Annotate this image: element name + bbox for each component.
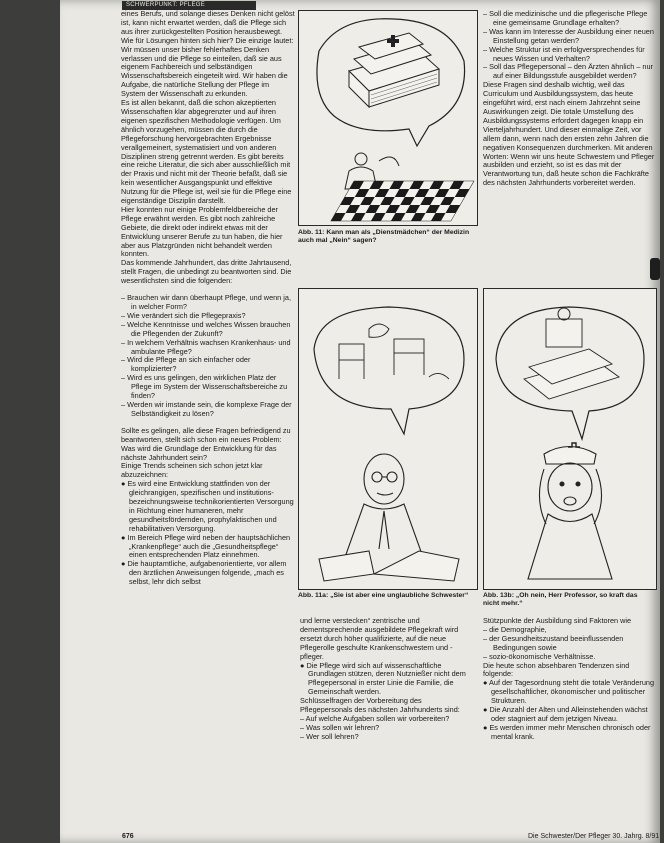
- bullet-item: ● Im Bereich Pflege wird neben der hauptsächlichen „Krankenpflege“ auch die „Gesundheitspflege“ einen entsprechenden Platz einnehmen.: [121, 532, 291, 560]
- paragraph: Das kommende Jahrhundert, das dritte Jahrtausend, stellt Fragen, die unbedingt zu beantworten sind. Die wesentlichsten sind die folgenden:: [121, 258, 292, 286]
- question-item: – Wird die Pflege an sich einfacher oder komplizierter?: [121, 355, 251, 374]
- paragraph: Stützpunkte der Ausbildung sind Faktoren wie: [483, 616, 632, 625]
- paragraph: Die heute schon absehbaren Tendenzen sind folgende:: [483, 660, 630, 679]
- list-item: – der Gesundheitszustand beeinflussenden Bedingungen sowie: [483, 633, 624, 652]
- paragraph: eines Berufs, und solange dieses Denken nicht gelöst ist, kann nicht erwartet werden, daß die Pflege sich aus ihrer zurückgestellten Position herausbewegt.: [121, 9, 295, 36]
- bullet-item: ● Die hauptamtliche, aufgabenorientierte, vor allem den ärztlichen Anweisungen folgende, „mach es selbst, lehr dich selbst: [121, 559, 287, 587]
- figure-cartoon-professor: [298, 288, 478, 590]
- page-tab-marker: [650, 258, 660, 280]
- paragraph: Hier konnten nur einige Problemfeldbereiche der Pflege erwähnt werden. Es gibt noch zahlreiche Gebiete, die direkt oder indirekt etwas mit der Entwicklung unserer Berufe zu tun haben, die hier aber aus Platzgründen nicht behandelt werden konnten.: [121, 204, 283, 259]
- bullet-item: ● Es wird eine Entwicklung stattfinden von der gleichrangigen, spezifischen und institutions-bezeichnungsweise technikorientierten Versorgung in Richtung einer humaneren, mehr gesundheitsfördernden, prophylaktischen und rehabilitativen Versorgung.: [121, 479, 294, 533]
- figure-caption: Abb. 11: Kann man als „Dienstmädchen“ der Medizin auch mal „Nein“ sagen?: [298, 229, 470, 244]
- question-item: – Auf welche Aufgaben sollen wir vorbereiten?: [300, 713, 450, 723]
- cartoon-nurse-illustration: [484, 289, 656, 589]
- journal-footer: Die Schwester/Der Pfleger 30. Jahrg. 8/91: [528, 833, 660, 840]
- question-item: – Was sollen wir lehren?: [300, 722, 380, 732]
- bullet-item: ● Auf der Tagesordnung steht die totale Veränderung gesellschaftlicher, ökonomischer und politischer Strukturen.: [483, 678, 655, 706]
- list-item: – die Demographie,: [483, 624, 547, 634]
- question-item: – Wer soll lehren?: [300, 731, 359, 741]
- question-item: – Was kann im Interesse der Ausbildung einer neuen Einstellung getan werden?: [483, 26, 654, 45]
- question-item: – Wie verändert sich die Pflegepraxis?: [121, 310, 246, 320]
- question-item: – In welchem Verhältnis wachsen Krankenhaus- und ambulante Pflege?: [121, 337, 291, 356]
- bullet-item: ● Es werden immer mehr Menschen chronisch oder mental krank.: [483, 722, 651, 741]
- paragraph: Schlüsselfragen der Vorbereitung des Pflegepersonals des nächsten Jahrhunderts sind:: [300, 696, 460, 715]
- chessboard: [331, 181, 474, 221]
- question-item: – Werden wir imstande sein, die komplexe Frage der Selbständigkeit zu lösen?: [121, 399, 292, 418]
- running-head: SCHWERPUNKT: PFLEGE: [122, 1, 256, 10]
- cartoon-books-illustration: [299, 11, 477, 225]
- question-item: – Welche Struktur ist ein erfolgversprechendes für neues Wissen und Verhalten?: [483, 44, 645, 63]
- bullet-item: ● Die Anzahl der Alten und Alleinstehenden wächst oder stagniert auf dem jetzigen Niveau.: [483, 705, 648, 723]
- bullet-item: ● Die Pflege wird sich auf wissenschaftliche Grundlagen stützen, deren Nutznießer nicht dem Pflegepersonal in erster Linie die Familie, die Gemeinschaft werden.: [300, 660, 466, 697]
- list-item: – sozio-ökonomische Verhältnisse.: [483, 651, 596, 661]
- figure-caption: Abb. 13b: „Oh nein, Herr Professor, so kraft das nicht mehr.“: [483, 592, 638, 607]
- text-column-left: [121, 10, 295, 587]
- paragraph: Wie für Lösungen hinten sich hier? Die einzige lautet: Wir müssen unser bisher fehlerhaftes Denken verlassen und die Pflege so einteilen, daß sie aus eigenem Fachbereich und selbständigen Wissenschaftsbereich eingeteilt wird. Wir haben die Aufgabe, die natürliche Stellung der Pflege im System der Wissenschaft zu erkunden.: [121, 35, 294, 99]
- page-number: 676: [122, 833, 134, 840]
- figure-cartoon-books: [298, 10, 478, 226]
- figure-cartoon-nurse: [483, 288, 657, 590]
- question-item: – Brauchen wir dann überhaupt Pflege, und wenn ja, in welcher Form?: [121, 293, 291, 311]
- paragraph: und lerne verstecken“ zentrische und dementsprechende ausgebildete Pflegekraft wird ersetzt durch höher qualifizierte, auf die neue Pflegerolle geschulte Krankenschwestern und -pfleger.: [300, 616, 459, 661]
- paragraph: Es ist allen bekannt, daß die schon akzeptierten Wissenschaften klar abgegrenzter und auf ihren eigenen spezifischen Methodologie verfügen. Um ähnlich vorzugehen, müssen die durch die Pflegeforschung hervorgebrachten Ergebnisse verallgemeinert, systematisiert und von anderen Disziplinen streng getrennt werden. Es gibt bereits eine reiche Literatur, die sich aber ausschließlich mit der Praxis und nicht mit der Theorie befaßt, daß sie kein wesentlicher Ausgangspunkt und effektive Nutzung für die Pflege ist, weil sie für die Pflege eine eigenständige Disziplin darstellt.: [121, 98, 292, 206]
- figure-caption: Abb. 11a: „Sie ist aber eine unglaubliche Schwester“: [298, 592, 469, 599]
- paragraph: Sollte es gelingen, alle diese Fragen befriedigend zu beantworten, stellt sich schon ein neues Problem: Was wird die Grundlage der Entwicklung für das nächste Jahrhundert sein?: [121, 425, 291, 462]
- question-item: – Welche Kenntnisse und welches Wissen brauchen die Pflegenden der Zukunft?: [121, 319, 291, 338]
- paragraph: Diese Fragen sind deshalb wichtig, weil das Curriculum und Ausbildungssystem, das heute eingeführt wird, erst nach einem Jahrzehnt seine Auswirkungen zeigt. Die totale Umstellung des Ausbildungssystems erfordert dagegen knapp ein Vierteljahrhundert. Und dieser einmalige Zeit, vor allem dann, wenn nach den ersten zehn Jahren die negativen Konsequenzen durchmerken. Mit anderen Worten: Wenn wir uns heute Schwestern und Pfleger ausbilden und erzieht, so ist es das mit der Verantwortung tun, daß heute schon die Fachkräfte des nächsten Jahrhunderts vorbereitet werden.: [483, 80, 655, 188]
- cartoon-professor-illustration: [299, 289, 477, 589]
- question-item: – Soll die medizinische und die pflegerische Pflege eine gemeinsame Grundlage erhalten?: [483, 9, 648, 27]
- paragraph: Einige Trends scheinen sich schon jetzt klar abzuzeichnen:: [121, 461, 263, 480]
- text-column-middle-bottom: [300, 617, 474, 742]
- question-item: – Wird es uns gelingen, den wirklichen Platz der Pflege im System der Wissenschaftsbereiche zu finden?: [121, 373, 288, 401]
- question-item: – Soll das Pflegepersonal – den Ärzten ähnlich – nur auf einer Bildungsstufe ausgebildet werden?: [483, 62, 653, 81]
- text-column-right-bottom: [483, 617, 655, 742]
- text-column-right-top: [483, 10, 655, 188]
